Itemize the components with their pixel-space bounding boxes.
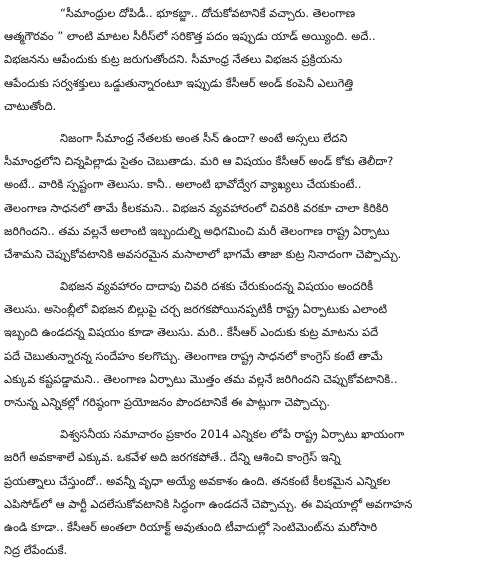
text-line: చాటుతోంది. (4, 98, 57, 113)
paragraph-4 (4, 423, 477, 562)
text-line: సీమాంధ్రలోని చిన్నపిల్లాడు సైతం చెబుతాడు. మరి ఆ విషయం కేసీఆర్ అండ్ కోకు తెలీదా? (4, 154, 394, 169)
text-line: జరిగే అవకాశాలే ఎక్కువ. ఒకవేళ అది జరగకపోతే.. దేన్ని ఆశించి కాంగ్రెస్ ఇన్ని (4, 450, 341, 465)
text-line: జరిగిందని.. తమ వల్లనే అలాంటి ఇబ్బందుల్ని అధిగమించి మరీ తెలంగాణ రాష్ట్ర ఏర్పాటు (4, 223, 390, 238)
text-line: ఉండి కూడా.. కేసీఆర్ అంతలా రియాక్ట్ అవుతుంది టీవాదుల్లో సెంటిమెంట్‌ను మరోసారి (4, 519, 378, 534)
text-line: “సీమాంధ్రుల దోపిడీ.. భూకబ్జా.. దోచుకోవటానికే వచ్చారు. తెలంగాణ (60, 6, 356, 20)
paragraph-2 (4, 127, 477, 266)
text-line: తెలుసు. అసెంబ్లీలో విభజన బిల్లుపై చర్చ జరగకపోయినప్పటికీ రాష్ట్ర ఏర్పాటుకు ఎలాంటి (4, 302, 388, 317)
text-line: తెలంగాణ సాధనలో తామే కీలకమని.. విభజన వ్యవహారంలో చివరికి వరకూ చాలా కిరికిరి (4, 200, 389, 215)
text-line: ఎక్కువ కష్టపడ్డామని.. తెలంగాణ ఏర్పాటు మొత్తం తమ వల్లనే జరిగిందని చెప్పుకోవటానికి.. (4, 371, 398, 386)
paragraph-3 (4, 275, 477, 414)
text-line: చేశామని చెప్పుకోవటానికి అవసరమైన మసాలాలో భాగమే తాజా కుట్ర నినాదంగా చెప్పొచ్చు. (4, 246, 402, 261)
text-line: విభజన వ్యవహారం దాదాపు చివరి దశకు చేరుకుందన్న విషయం అందరికీ (60, 279, 374, 294)
text-line: పదే చెబుతున్నారన్న సందేహం కలగొచ్చు. తెలంగాణ రాష్ట్ర సాధనలో కాంగ్రెస్ కంటే తామే (4, 348, 383, 363)
text-line: విభజనను ఆపేందుకు కుట్ర జరుగుతోందని. సీమాంధ్ర నేతలు విభజన ప్రక్రియను (4, 52, 343, 67)
text-line: ఆపేందుకు సర్వశక్తులు ఒడ్డుతున్నారంటూ ఇప్పుడు కేసీఆర్ అండ్ కంపెనీ ఎలుగెత్తి (4, 75, 354, 90)
text-line: నిజంగా సీమాంధ్ర నేతలకు అంత సీన్ ఉందా? అంటే అస్సలు లేదని (60, 130, 348, 145)
paragraph-1 (4, 2, 477, 118)
text-line: ఎపిసోడ్‌లో ఆ పార్టీ ఎదలేసుకోవటానికి సిద్ధంగా ఉండదనే చెప్పొచ్చు. ఈ విషయాల్లో అవగాహన (4, 496, 413, 511)
text-line: రానున్న ఎన్నికల్లో గరిష్ఠంగా ప్రయోజనం పొందటానికే ఈ పాట్లుగా చెప్పొచ్చు. (4, 395, 330, 409)
text-line: అంటే.. వారికి స్పష్టంగా తెలుసు. కానీ.. అలాంటి భావోద్వేగ వ్యాఖ్యలు చేయకుంటే.. (4, 177, 362, 192)
text-line: ఇబ్బంది ఉండదన్న విషయం కూడా తెలుసు. మరి.. కేసీఆర్ ఎందుకు కుట్ర మాటను పదే (4, 325, 379, 340)
text-line: విశ్వసనీయ సమాచారం ప్రకారం 2014 ఎన్నికల లోపే రాష్ట్ర ఏర్పాటు ఖాయంగా (60, 427, 405, 442)
text-line: నిద్ర లేపేందుకే. (4, 543, 68, 558)
text-line: ఆత్మగౌరవం ” లాంటి మాటల సీరీస్‌లో సరికొత్త పదం ఇప్పుడు యాడ్ అయ్యింది. అదే.. (4, 29, 376, 44)
text-line: ప్రయత్నాలు చేస్తుందో.. అవన్నీ వృధా అయ్యే అవకాశం ఉంది. తనకంటే కీలకమైన ఎన్నికల (4, 473, 391, 488)
